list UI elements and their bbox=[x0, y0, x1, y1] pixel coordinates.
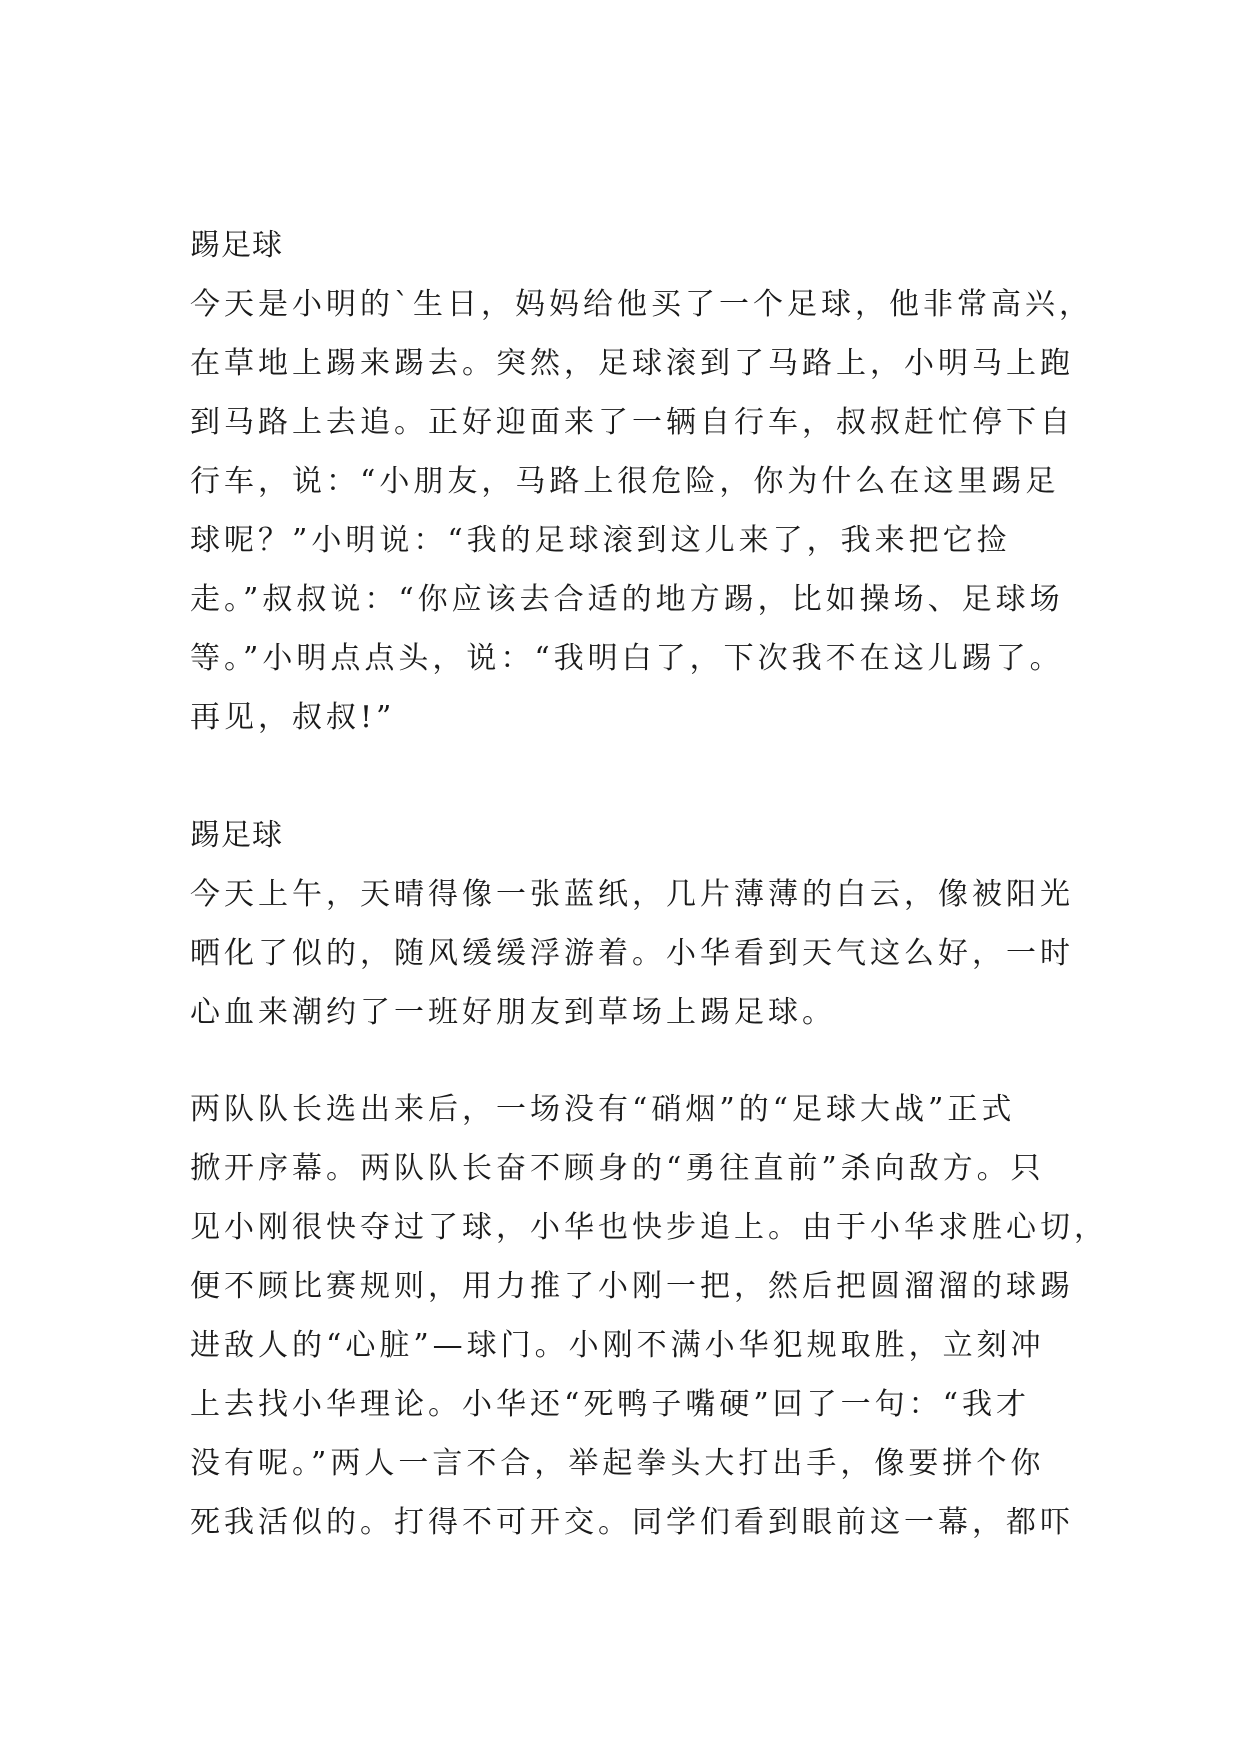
text-line: 见小刚很快夺过了球，小华也快步追上。由于小华求胜心切， bbox=[190, 1210, 1108, 1245]
text-line: 走。”叔叔说：“你应该去合适的地方踢，比如操场、足球场 bbox=[190, 582, 1064, 617]
text-line: 晒化了似的，随风缓缓浮游着。小华看到天气这么好，一时 bbox=[190, 936, 1074, 971]
story-section-1 bbox=[190, 216, 1093, 747]
text-line: 再见，叔叔!” bbox=[190, 700, 396, 735]
text-line: 今天上午，天晴得像一张蓝纸，几片薄薄的白云，像被阳光 bbox=[190, 877, 1074, 912]
text-line: 掀开序幕。两队队长奋不顾身的“勇往直前”杀向敌方。只 bbox=[190, 1151, 1045, 1186]
text-line: 没有呢。”两人一言不合，举起拳头大打出手，像要拼个你 bbox=[190, 1446, 1045, 1481]
text-line: 两队队长选出来后，一场没有“硝烟”的“足球大战”正式 bbox=[190, 1092, 1016, 1127]
text-line: 球呢？”小明说：“我的足球滚到这儿来了，我来把它捡 bbox=[190, 523, 1011, 558]
text-line: 在草地上踢来踢去。突然，足球滚到了马路上，小明马上跑 bbox=[190, 346, 1074, 381]
story-title: 踢足球 bbox=[190, 818, 283, 853]
story-section-2 bbox=[190, 806, 1090, 1042]
text-line: 行车，说：“小朋友，马路上很危险，你为什么在这里踢足 bbox=[190, 464, 1060, 499]
text-line: 便不顾比赛规则，用力推了小刚一把，然后把圆溜溜的球踢 bbox=[190, 1269, 1074, 1304]
text-line: 心血来潮约了一班好朋友到草场上踢足球。 bbox=[190, 995, 836, 1030]
text-line: 到马路上去追。正好迎面来了一辆自行车，叔叔赶忙停下自 bbox=[190, 405, 1074, 440]
text-line: 死我活似的。打得不可开交。同学们看到眼前这一幕，都吓 bbox=[190, 1505, 1074, 1540]
text-line: 等。”小明点点头，说：“我明白了，下次我不在这儿踢了。 bbox=[190, 641, 1064, 676]
text-line: 上去找小华理论。小华还“死鸭子嘴硬”回了一句：“我才 bbox=[190, 1387, 1031, 1422]
story-section-3 bbox=[190, 1080, 1108, 1552]
text-line: 今天是小明的`生日，妈妈给他买了一个足球，他非常高兴， bbox=[190, 287, 1093, 322]
text-line: 进敌人的“心脏”—球门。小刚不满小华犯规取胜，立刻冲 bbox=[190, 1328, 1045, 1363]
story-title: 踢足球 bbox=[190, 228, 283, 263]
